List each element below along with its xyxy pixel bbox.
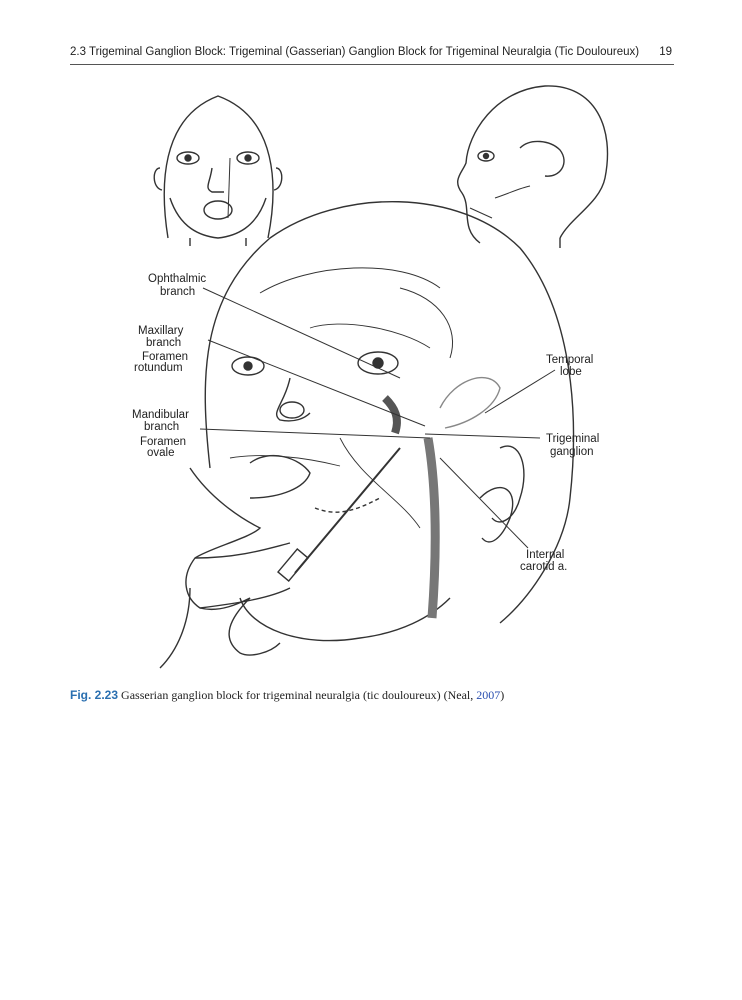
label-foramen-ovale-1: Foramen [140, 436, 187, 448]
citation-link[interactable]: 2007 [476, 688, 501, 702]
illustration-svg [100, 78, 660, 678]
caption-text: Gasserian ganglion block for trigeminal neuralgia (tic douloureux) (Neal, [121, 688, 477, 702]
label-foramen-rotundum-2: rotundum [134, 362, 183, 374]
label-foramen-ovale-2: ovale [147, 447, 175, 459]
running-header [70, 44, 674, 65]
label-trigeminal-1: Trigeminal [546, 433, 600, 445]
label-mandibular-1: Mandibular [132, 409, 189, 421]
front-view-head [154, 96, 282, 246]
figure-caption [70, 688, 674, 703]
label-ophthalmic-1: Ophthalmic [148, 273, 207, 285]
label-temporal-1: Temporal [546, 354, 594, 366]
label-temporal-2: lobe [560, 366, 582, 378]
label-carotid-1: Internal [526, 549, 565, 561]
anatomical-illustration [100, 78, 660, 678]
label-maxillary-2: branch [146, 337, 182, 349]
label-maxillary-1: Maxillary [138, 325, 184, 337]
label-foramen-rotundum-1: Foramen [142, 351, 189, 363]
label-trigeminal-2: ganglion [550, 446, 594, 458]
label-ophthalmic-2: branch [160, 286, 196, 298]
header-title: 2.3 Trigeminal Ganglion Block: Trigeminal (Gasserian) Ganglion Block for Trigeminal Neuralgia (Tic Douloureux) [70, 46, 640, 58]
side-view-head [458, 86, 608, 248]
label-carotid-2: carotid a. [520, 561, 568, 573]
caption-close: ) [500, 688, 505, 702]
page-number: 19 [659, 46, 672, 58]
main-head [160, 202, 573, 668]
figure-labels [132, 273, 599, 573]
figure-number: Fig. 2.23 [70, 688, 119, 702]
label-mandibular-2: branch [144, 421, 180, 433]
